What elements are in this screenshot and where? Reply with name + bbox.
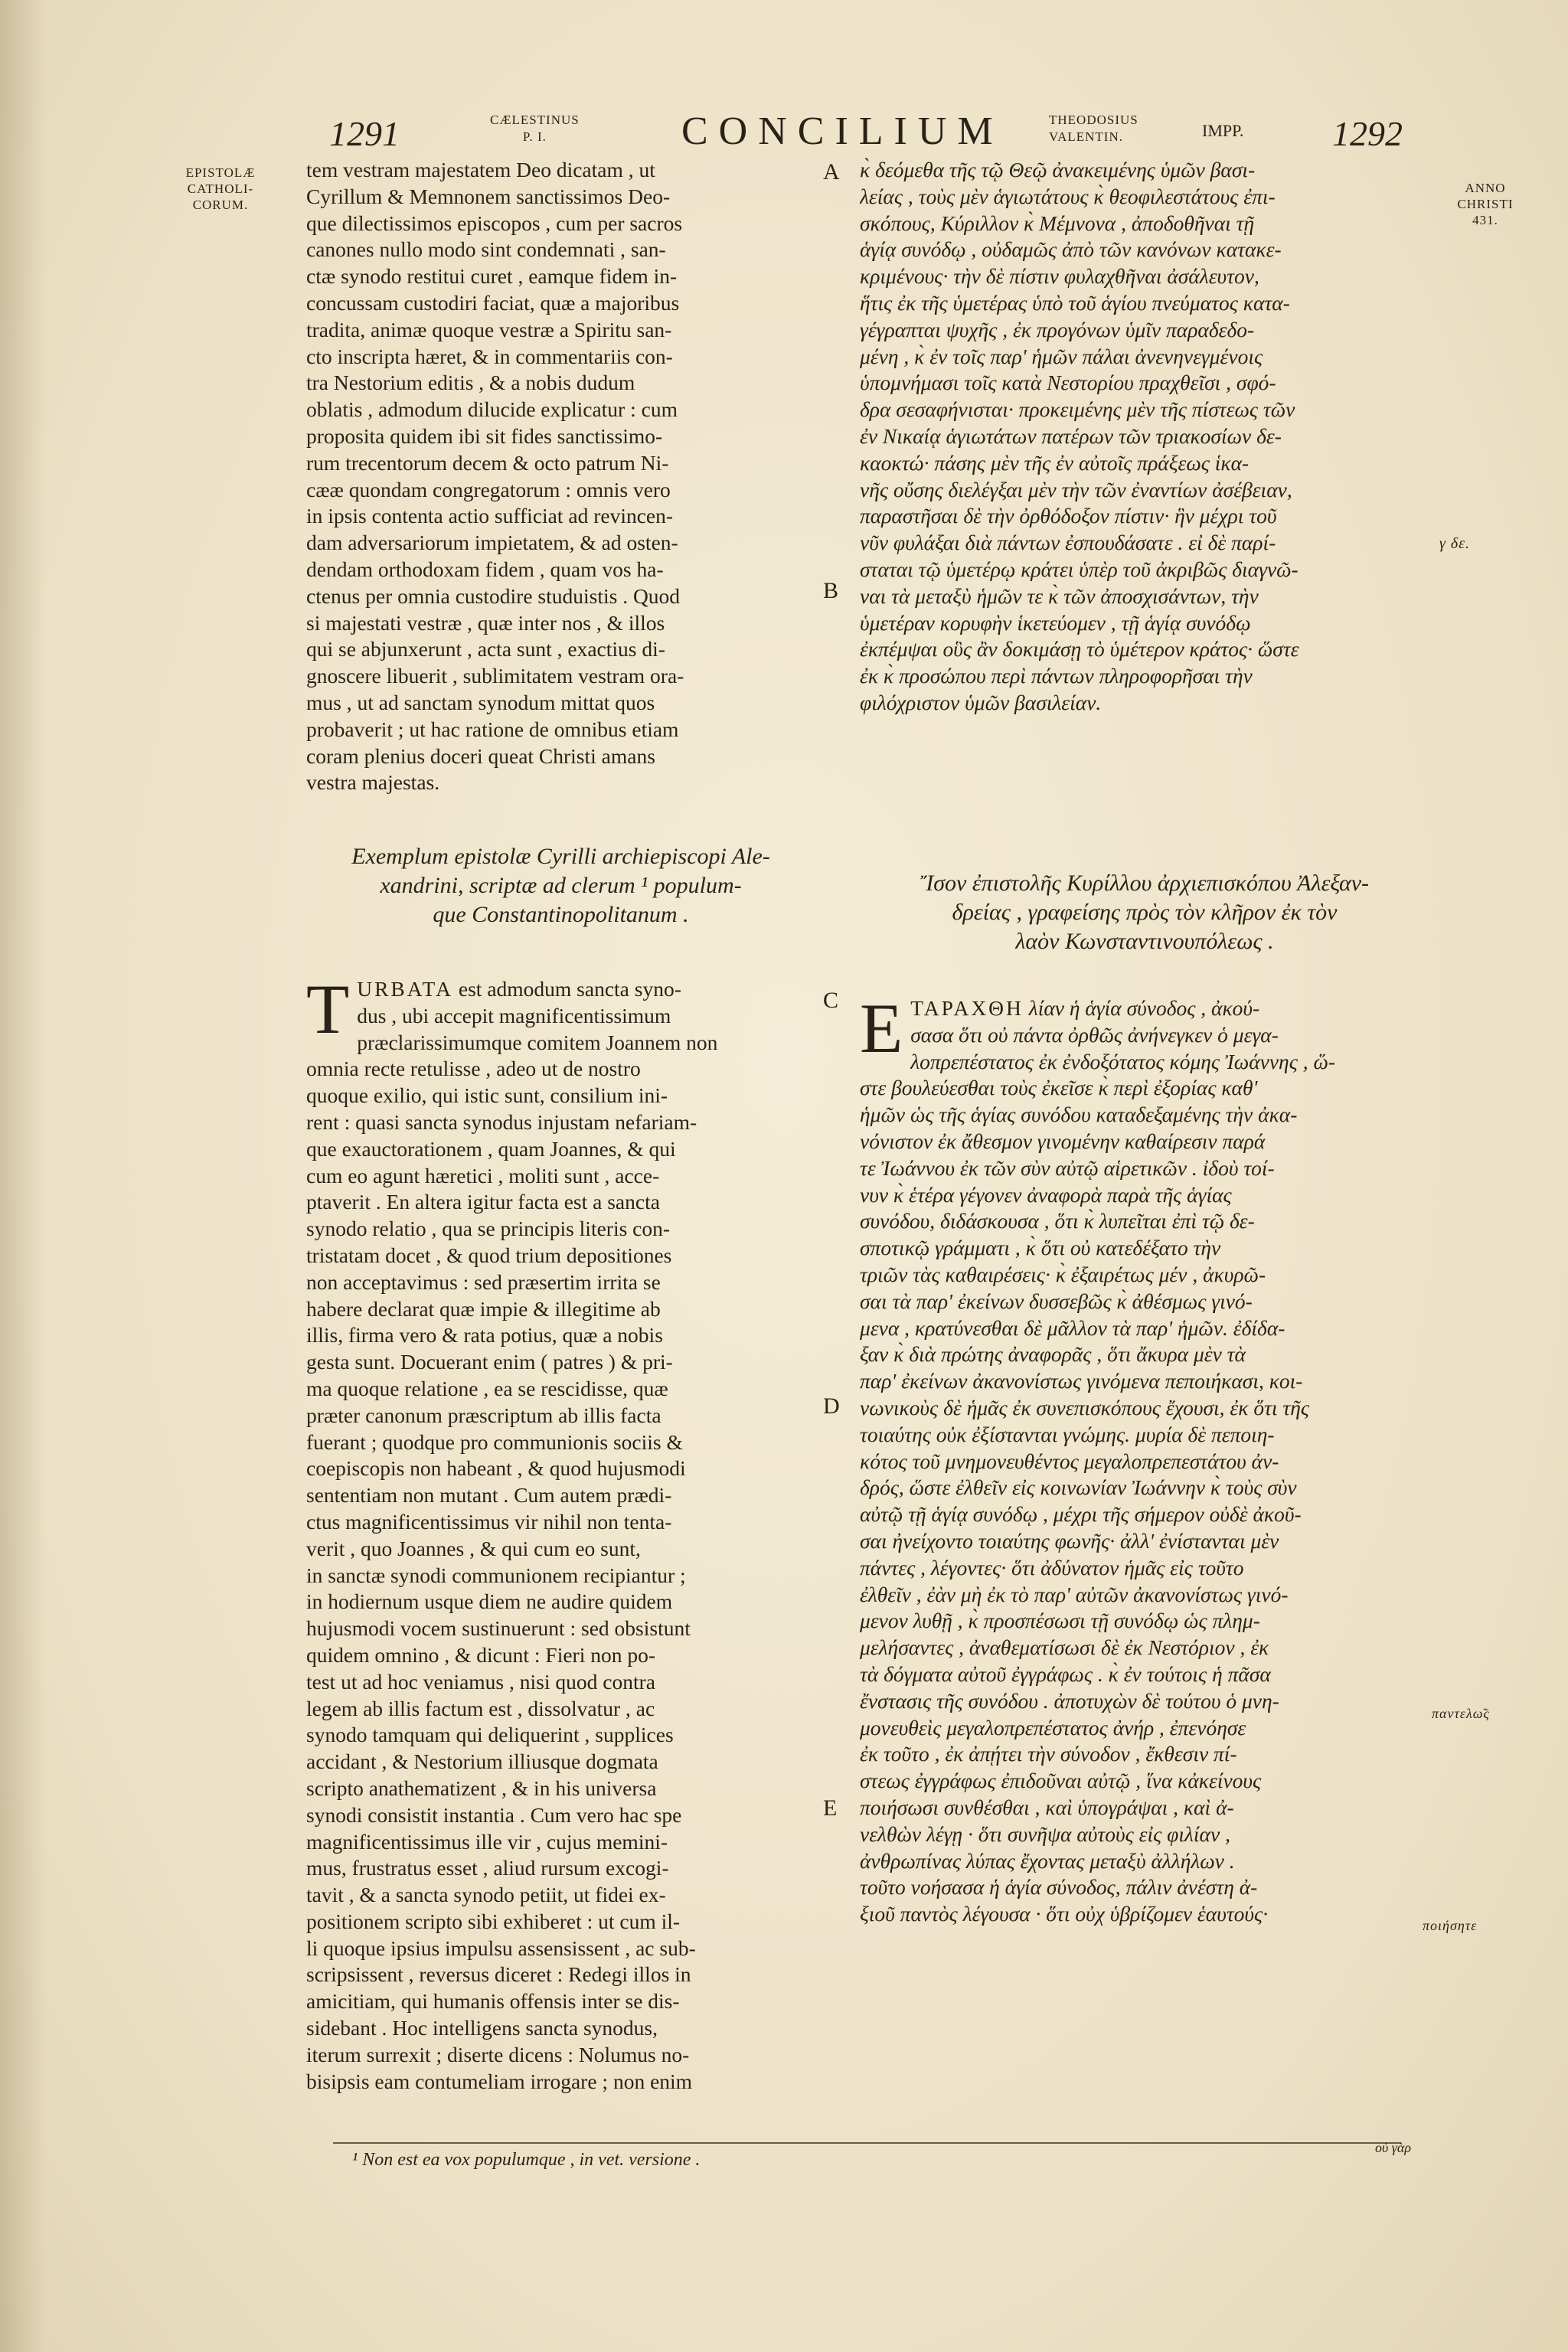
latin-body-line: habere declarat quæ impie & illegitime ab (306, 1296, 661, 1321)
latin-body-line: legem ab illis factum est , dissolvatur , ac (306, 1696, 655, 1720)
greek-heading-line: δρείας , γραφείσης πρὸς τὸν κλῆρον ἐκ τὸν (952, 900, 1338, 925)
page-number-left: 1291 (329, 114, 400, 153)
right-variant-2: παντελω̃ς (1432, 1706, 1490, 1721)
latin-line: probaverit ; ut hac ratione de omnibus etiam (306, 717, 679, 741)
greek-body-line: δρός, ὥστε ἐλθεῖν εἰς κοινωνίαν Ἰωάννην κ̀ τοὺς σὺν (860, 1475, 1297, 1500)
latin-letter-heading (310, 842, 812, 929)
greek-line: φιλόχριστον ὑμῶν βασιλείαν. (860, 690, 1102, 714)
latin-body-line: coepiscopis non habeant , & quod hujusmodi (306, 1456, 686, 1481)
latin-body-line: li quoque ipsius impulsu assensissent , ac sub- (306, 1936, 696, 1960)
latin-line: mus , ut ad sanctam synodum mittat quos (306, 690, 655, 714)
greek-line: ἐν Νικαίᾳ ἁγιωτάτων πατέρων τῶν τριακοσίων δε- (860, 423, 1282, 448)
latin-body-line: synodi consistit instantia . Cum vero hac spe (306, 1802, 682, 1827)
latin-body-line: sidebant . Hoc intelligens sancta synodus, (306, 2016, 658, 2040)
latin-body-line: fuerant ; quodque pro communionis sociis & (306, 1429, 683, 1454)
section-letter-a: A (823, 159, 840, 185)
section-letter-e: E (823, 1795, 838, 1821)
page-number-right: 1292 (1332, 114, 1403, 153)
greek-body-line: ἀνθρωπίνας λύπας ἔχοντας μεταξὺ ἀλλήλων . (860, 1848, 1235, 1873)
latin-body-line: scripsissent , reversus diceret : Redegi illos in (306, 1962, 691, 1987)
greek-line: ἁγίᾳ συνόδῳ , οὐδαμῶς ἀπὸ τῶν κανόνων κατακε- (860, 237, 1282, 262)
greek-body-line: παρ' ἐκείνων ἀκανονίστως γινόμενα πεποιήκασι, κοι- (860, 1369, 1303, 1393)
latin-body-line: non acceptavimus : sed præsertim irrita se (306, 1269, 661, 1294)
latin-heading-line: Exemplum epistolæ Cyrilli archiepiscopi Ale- (351, 844, 770, 869)
greek-line: μένη , κ̀ ἐν τοῖς παρ' ἡμῶν πάλαι ἀνενηνεγμένοις (860, 344, 1263, 368)
greek-body-line: μονευθεὶς μεγαλοπρεπέστατος ἀνήρ , ἐπενόησε (860, 1715, 1246, 1740)
greek-body-line: μελήσαντες , ἀναθεματίσωσι δὲ ἐκ Νεστόριον , ἐκ (860, 1635, 1269, 1660)
latin-body-line: amicitiam, qui humanis offensis inter se dis- (306, 1989, 680, 2014)
latin-body-line: illis, firma vero & rata potius, quæ a nobis (306, 1323, 663, 1348)
greek-line: παραστῆσαι δὲ τὴν ὀρθόδοξον πίστιν· ἣν μέχρι τοῦ (860, 504, 1277, 528)
greek-dropcap: Ε (860, 989, 903, 1067)
footnote: ¹ Non est ea vox populumque , in vet. versione . (352, 2150, 701, 2170)
latin-body-line: in sanctæ synodi communionem recipiantur ; (306, 1563, 686, 1587)
latin-column-top (306, 157, 812, 796)
header-pope (490, 112, 580, 145)
header-emperor-1: THEODOSIUS (1049, 113, 1138, 127)
latin-line: cto inscripta hæret, & in commentariis con- (306, 344, 673, 368)
greek-body-line: λοπρεπέστατος ἐκ ἐνδοξότατος κόμης Ἰωάννης , ὥ- (910, 1049, 1336, 1073)
latin-line: cææ quondam congregatorum : omnis vero (306, 477, 671, 501)
greek-body-line: ξαν κ̀ διὰ πρώτης ἀναφορᾶς , ὅτι ἄκυρα μὲν τὰ (860, 1342, 1246, 1367)
greek-body-line: στεως ἐγγράφως ἐπιδοῦναι αὐτῷ , ἵνα κἀκείνους (860, 1769, 1262, 1793)
greek-body-line: νυν κ̀ ἑτέρα γέγονεν ἀναφορὰ παρὰ τῆς ἁγίας (860, 1182, 1232, 1207)
latin-line: proposita quidem ibi sit fides sanctissimo- (306, 423, 663, 448)
left-note-line: EPISTOLÆ (185, 165, 256, 180)
latin-line: concussam custodiri faciat, quæ a majoribus (306, 290, 680, 315)
greek-body-line: μενα , κρατύνεσθαι δὲ μᾶλλον τὰ παρ' ἡμῶν. ἐδίδα- (860, 1315, 1285, 1340)
greek-body-line: ἐκ τοῦτο , ἐκ ἀπῄτει τὴν σύνοδον , ἔκθεσιν πί- (860, 1742, 1237, 1766)
latin-letter-body (306, 970, 812, 2095)
latin-body-line: hujusmodi vocem sustinuerunt : sed obsistunt (306, 1616, 691, 1641)
greek-line: νῆς οὔσης διελέγξαι μὲν τὴν τῶν ἐναντίων ἀσέβειαν, (860, 477, 1292, 501)
latin-line: ctenus per omnia custodire studuistis . Quod (306, 583, 681, 608)
latin-line: si majestati vestræ , quæ inter nos , & illos (306, 610, 665, 635)
greek-body-line: κότος τοῦ μνημονευθέντος μεγαλοπρεπεστάτου ἀν- (860, 1449, 1279, 1473)
greek-line: ναι τὰ μεταξὺ ἡμῶν τε κ̀ τῶν ἀποσχισάντων, τὴν (860, 583, 1259, 608)
header-emperors (1049, 112, 1138, 145)
latin-line: rum trecentorum decem & octo patrum Ni- (306, 450, 669, 475)
greek-body-line: νόνιστον ἐκ ἄθεσμον γινομένην καθαίρεσιν παρά (860, 1129, 1266, 1153)
latin-body-lines (306, 1003, 812, 2096)
greek-line: κριμένους· τὴν δὲ πίστιν φυλαχθῆναι ἀσάλευτον, (860, 264, 1259, 289)
latin-line: qui se abjunxerunt , acta sunt , exactius di- (306, 637, 665, 662)
header-pope-number: P. I. (522, 129, 547, 144)
latin-body-line: gesta sunt. Docuerant enim ( patres ) & pri- (306, 1350, 673, 1374)
latin-body-line: positionem scripto sibi exhiberet : ut cum il- (306, 1909, 681, 1933)
latin-line: ctæ synodo restitui curet , eamque fidem in- (306, 264, 678, 289)
right-note-line: CHRISTI (1457, 197, 1514, 211)
latin-line: tem vestram majestatem Deo dicatam , ut (306, 158, 655, 181)
latin-body-line: que exauctorationem , quam Joannes, & qui (306, 1136, 676, 1161)
greek-line: κ̀ δεόμεθα τῆς τῷ Θεῷ ἀνακειμένης ὑμῶν βασι- (860, 158, 1256, 181)
gutter-shadow (0, 0, 46, 2352)
section-letter-b: B (823, 578, 839, 603)
latin-line: Cyrillum & Memnonem sanctissimos Deo- (306, 184, 671, 208)
left-margin-note (175, 165, 266, 213)
section-letter-c: C (823, 988, 839, 1013)
greek-heading-line: Ἴσον ἐπιστολῆς Κυρίλλου ἀρχιεπισκόπου Ἀλεξαν- (920, 871, 1370, 896)
greek-body-line: νελθὼν λέγῃ · ὅτι συνῆψα αὐτοὺς εἰς φιλίαν , (860, 1821, 1230, 1846)
greek-body-line: τε Ἰωάννου ἐκ τῶν σὺν αὐτῷ αἱρετικῶν . ἰδοὺ τοί- (860, 1155, 1275, 1180)
latin-line: vestra majestas. (306, 770, 440, 795)
latin-body-line: tristatam docet , & quod trium depositiones (306, 1243, 672, 1267)
latin-body-line: quoque exilio, qui istic sunt, consilium ini- (306, 1083, 668, 1108)
latin-body-line: sententiam non mutant . Cum autem prædi- (306, 1483, 672, 1508)
greek-body-line: ἐλθεῖν , ἐὰν μὴ ἐκ τὸ παρ' αὐτῶν ἀκανονίστως γινό- (860, 1582, 1289, 1606)
catchword: οὐ γὰρ (1375, 2140, 1411, 2155)
greek-line: γέγραπται ψυχῆς , ἐκ προγόνων ὑμῖν παραδεδο- (860, 317, 1255, 341)
latin-body-line: tavit , & a sancta synodo petiit, ut fidei ex- (306, 1883, 666, 1907)
latin-line: tradita, animæ quoque vestræ a Spiritu san- (306, 317, 672, 341)
latin-first-word: URBATA (357, 977, 454, 1001)
latin-body-line: magnificentissimus ille vir , cujus memini- (306, 1829, 668, 1854)
section-letter-d: D (823, 1393, 840, 1419)
latin-line: gnoscere libuerit , sublimitatem vestram ora- (306, 664, 684, 688)
greek-line: σκόπους, Κύριλλον κ̀ Μέμνονα , ἀποδοθῆναι τῇ (860, 211, 1255, 235)
greek-body-line: σασα ὅτι οὐ πάντα ὀρθῶς ἀνήνεγκεν ὁ μεγα- (910, 1022, 1279, 1047)
latin-line: que dilectissimos episcopos , cum per sacros (306, 211, 683, 235)
latin-body-line: præter canonum præscriptum ab illis facta (306, 1403, 662, 1427)
greek-line: ἥτις ἐκ τῆς ὑμετέρας ὑπὸ τοῦ ἁγίου πνεύματος κατα- (860, 290, 1290, 315)
latin-body-line: ctus magnificentissimus vir nihil non tenta- (306, 1509, 672, 1534)
right-margin-note (1443, 180, 1527, 228)
greek-line: καοκτώ· πάσης μὲν τῆς ἐν αὐτοῖς πράξεως ἱκα- (860, 450, 1250, 475)
greek-body-line: τοιαύτης οὐκ ἐξίστανται γνώμης. μυρία δὲ πεποιη- (860, 1422, 1275, 1446)
latin-body-line: scripto anathematizent , & in his universa (306, 1775, 657, 1800)
latin-line: tra Nestorium editis , & a nobis dudum (306, 371, 635, 395)
greek-line: ἐκ κ̀ προσώπου περὶ πάντων πληροφορῆσαι τὴν (860, 664, 1253, 688)
latin-line: dendam orthodoxam fidem , quam vos ha- (306, 557, 664, 581)
latin-body-line: synodo relatio , qua se principis literis con- (306, 1217, 671, 1241)
greek-column-top (860, 157, 1442, 717)
greek-body-line: στε βουλεύεσθαι τοὺς ἐκεῖσε κ̀ περὶ ἐξορίας καθ' (860, 1076, 1258, 1100)
left-note-line: CORUM. (192, 198, 249, 212)
latin-body-line: omnia recte retulisse , adeo ut de nostro (306, 1057, 641, 1081)
latin-body-line: verit , quo Joannes , & qui cum eo sunt, (306, 1536, 641, 1560)
latin-body-line: præclarissimumque comitem Joannem non (357, 1030, 718, 1054)
greek-body-line: ποιήσωσι συνθέσθαι , καὶ ὑπογράψαι , καὶ ἀ- (860, 1795, 1234, 1819)
right-variant-1: γ δε. (1439, 535, 1471, 552)
greek-line: ὑπομνήμασι τοῖς κατὰ Νεστορίου πραχθεῖσι , σφό- (860, 371, 1276, 395)
greek-letter-heading (861, 869, 1428, 956)
greek-line: σταται τῷ ὑμετέρῳ κράτει ὑπὲρ τοῦ ἀκριβῶς διαγνῶ- (860, 557, 1298, 581)
latin-body-line: bisipsis eam contumeliam irrogare ; non enim (306, 2069, 693, 2093)
latin-line: coram plenius doceri queat Christi amans (306, 743, 655, 768)
latin-body-line: ptaverit . En altera igitur facta est a sancta (306, 1190, 660, 1214)
footnote-rule (333, 2142, 1401, 2144)
latin-line: oblatis , admodum dilucide explicatur : cum (306, 397, 678, 422)
greek-body-line: τριῶν τὰς καθαιρέσεις· κ̀ ἐξαιρέτως μέν , ἀκυρῶ- (860, 1262, 1266, 1286)
greek-line: λείας , τοὺς μὲν ἁγιωτάτους κ̀ θεοφιλεστάτους ἐπι- (860, 184, 1276, 208)
header-impp: IMPP. (1202, 121, 1244, 140)
latin-body-line: cum eo agunt hæretici , moliti sunt , acce- (306, 1163, 660, 1187)
greek-line: ὑμετέραν κορυφὴν ἱκετεύομεν , τῇ ἁγίᾳ συνόδῳ (860, 610, 1251, 635)
right-variant-3: ποιήσητε (1423, 1918, 1478, 1933)
greek-body-line: σποτικῷ γράμματι , κ̀ ὅτι οὐ κατεδέξατο τὴν (860, 1236, 1221, 1260)
left-note-line: CATHOLI- (187, 181, 254, 196)
greek-body-line: σαι ἠνείχοντο τοιαύτης φωνῆς· ἀλλ' ἐνίστανται μὲν (860, 1528, 1279, 1553)
greek-body-lines (860, 1022, 1442, 1928)
header-pope-name: CÆLESTINUS (490, 113, 580, 127)
header-emperor-2: VALENTIN. (1049, 129, 1123, 144)
greek-line: δρα σεσαφήνισται· προκειμένης μὲν τῆς πίστεως τῶν (860, 397, 1295, 422)
greek-body-line: νωνικοὺς δὲ ἡμᾶς ἐκ συνεπισκόπους ἔχουσι, ἐκ ὅτι τῆς (860, 1395, 1310, 1419)
latin-line: canones nullo modo sint condemnati , san- (306, 237, 666, 262)
greek-body-line: μενον λυθῇ , κ̀ προσπέσωσι τῇ συνόδῳ ὡς πλημ- (860, 1609, 1260, 1633)
greek-line: νῦν φυλάξαι διὰ πάντων ἐσπουδάσατε . εἰ δὲ παρί- (860, 531, 1276, 555)
latin-line: dam adversariorum impietatem, & ad osten- (306, 531, 678, 555)
latin-body-line: mus, frustratus esset , aliud rursum excogi- (306, 1856, 669, 1880)
latin-body-line: synodo tamquam qui deliquerint , supplices (306, 1723, 674, 1747)
latin-heading-line: que Constantinopolitanum . (433, 902, 689, 927)
latin-body-line: ma quoque relatione , ea se rescidisse, quæ (306, 1376, 668, 1400)
right-note-line: ANNO (1465, 181, 1506, 195)
latin-body-line: quidem omnino , & dicunt : Fieri non po- (306, 1642, 656, 1667)
greek-body-line: ἔνστασις τῆς συνόδου . ἀποτυχὼν δὲ τούτου ὁ μνη- (860, 1688, 1279, 1713)
latin-body-line: in hodiernum usque diem ne audire quidem (306, 1589, 673, 1614)
greek-heading-line: λαὸν Κωνσταντινουπόλεως . (1015, 929, 1274, 954)
greek-body-line: συνόδου, διδάσκουσα , ὅτι κ̀ λυπεῖται ἐπὶ τῷ δε- (860, 1209, 1255, 1233)
greek-body-line: ξιοῦ παντὸς λέγουσα · ὅτι οὐχ ὑβρίζομεν ἑαυτούς· (860, 1902, 1269, 1926)
latin-body-line: est admodum sancta syno- (453, 977, 681, 1001)
greek-body-line: τὰ δόγματα αὐτοῦ ἐγγράφως . κ̀ ἐν τούτοις ἡ πᾶσα (860, 1661, 1271, 1686)
greek-body-line: λίαν ἡ ἁγία σύνοδος , ἀκού- (1023, 996, 1260, 1020)
greek-letter-body (860, 989, 1442, 1928)
greek-line: ἐκπέμψαι οὓς ἂν δοκιμάσῃ τὸ ὑμέτερον κράτος· ὥστε (860, 637, 1299, 662)
latin-body-line: iterum surrexit ; diserte dicens : Nolumus no- (306, 2042, 690, 2066)
latin-heading-line: xandrini, scriptæ ad clerum ¹ populum- (380, 873, 742, 898)
greek-body-line: ἡμῶν ὡς τῆς ἁγίας συνόδου καταδεξαμένης τὴν ἀκα- (860, 1102, 1298, 1127)
greek-body-line: σαι τὰ παρ' ἐκείνων δυσσεβῶς κ̀ ἀθέσμως γινό- (860, 1289, 1253, 1313)
right-note-line: 431. (1472, 213, 1498, 227)
latin-body-line: test ut ad hoc veniamus , nisi quod contra (306, 1669, 655, 1694)
latin-line: in ipsis contenta actio sufficiat ad revincen- (306, 504, 674, 528)
greek-body-line: πάντες , λέγοντες· ὅτι ἀδύνατον ἡμᾶς εἰς τοῦτο (860, 1555, 1244, 1579)
greek-body-line: αὐτῷ τῇ ἁγίᾳ συνόδῳ , μέχρι τῆς σήμερον οὐδὲ ἀκοῦ- (860, 1502, 1302, 1527)
latin-dropcap: T (306, 970, 350, 1048)
latin-body-line: dus , ubi accepit magnificentissimum (357, 1003, 671, 1027)
latin-body-line: rent : quasi sancta synodus injustam nefariam- (306, 1109, 697, 1134)
greek-first-word: ΤΑΡΑΧΘΗ (910, 996, 1024, 1020)
latin-body-line: accidant , & Nestorium illiusque dogmata (306, 1749, 658, 1774)
greek-body-line: τοῦτο νοήσασα ἡ ἁγία σύνοδος, πάλιν ἀνέστη ἀ- (860, 1875, 1258, 1900)
header-title: CONCILIUM (681, 109, 1004, 153)
